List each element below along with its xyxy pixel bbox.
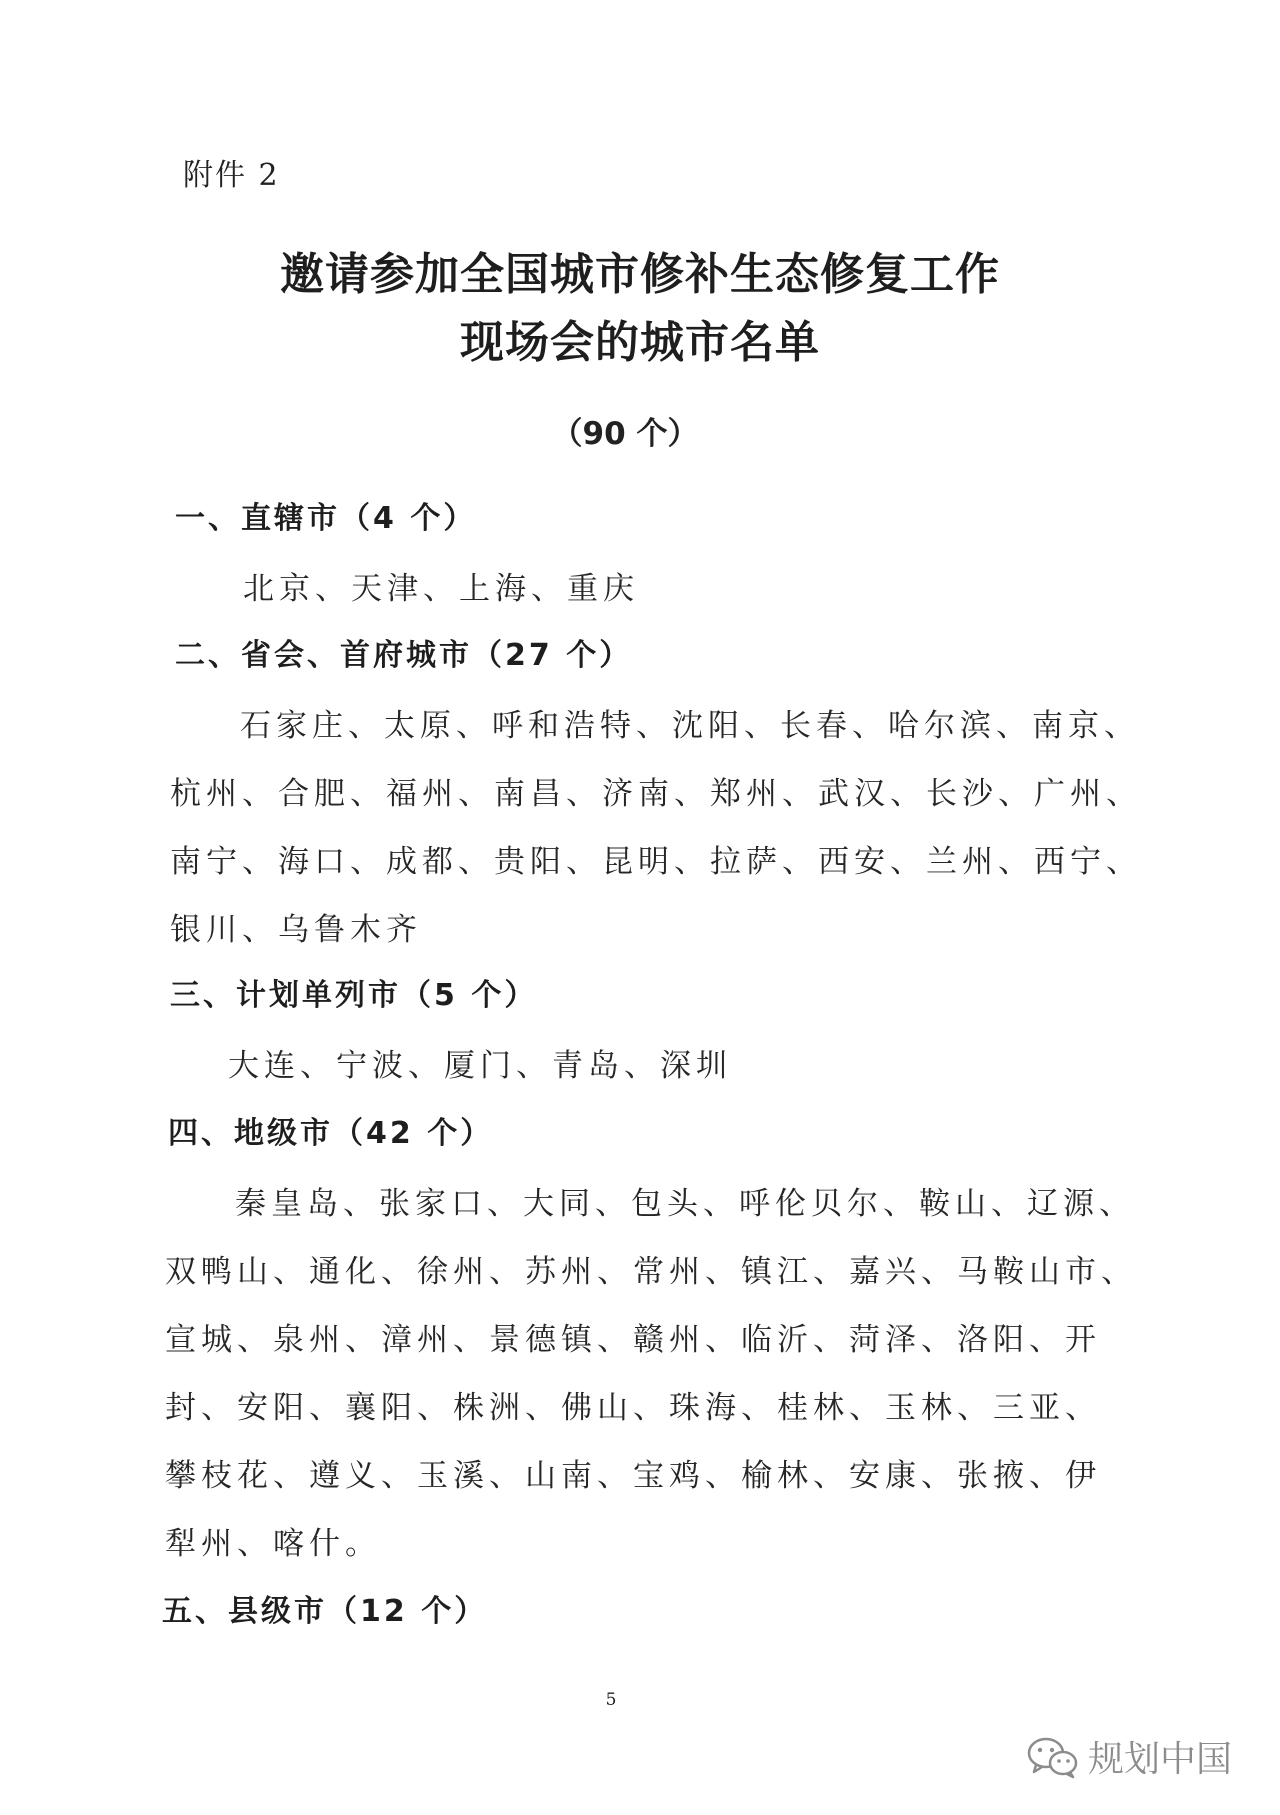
section-line: 杭州、合肥、福州、南昌、济南、郑州、武汉、长沙、广州、 xyxy=(170,776,1142,812)
section-line: 银川、乌鲁木齐 xyxy=(170,912,422,948)
watermark-text: 规划中国 xyxy=(1087,1739,1232,1780)
document-title-line2: 现场会的城市名单 xyxy=(460,317,820,368)
section-line: 南宁、海口、成都、贵阳、昆明、拉萨、西安、兰州、西宁、 xyxy=(170,844,1142,880)
section-heading-prefecture-cities: 四、地级市（42 个） xyxy=(168,1116,494,1151)
watermark xyxy=(1026,1731,1232,1782)
total-count: （90 个） xyxy=(551,416,699,452)
section-line: 封、安阳、襄阳、株洲、佛山、珠海、桂林、玉林、三亚、 xyxy=(165,1390,1101,1426)
wechat-icon xyxy=(1026,1735,1080,1779)
section-heading-provincial-capitals: 二、省会、首府城市（27 个） xyxy=(175,638,633,673)
section-line: 石家庄、太原、呼和浩特、沈阳、长春、哈尔滨、南京、 xyxy=(240,708,1140,744)
section-line: 双鸭山、通化、徐州、苏州、常州、镇江、嘉兴、马鞍山市、 xyxy=(165,1254,1137,1290)
section-line: 大连、宁波、厦门、青岛、深圳 xyxy=(228,1048,732,1084)
section-line: 北京、天津、上海、重庆 xyxy=(243,571,639,607)
page-number: 5 xyxy=(605,1690,617,1710)
section-line: 攀枝花、遵义、玉溪、山南、宝鸡、榆林、安康、张掖、伊 xyxy=(165,1458,1101,1494)
section-line: 犁州、喀什。 xyxy=(165,1526,381,1562)
section-heading-municipalities: 一、直辖市（4 个） xyxy=(175,501,477,536)
document-title-line1: 邀请参加全国城市修补生态修复工作 xyxy=(280,249,1000,300)
section-line: 秦皇岛、张家口、大同、包头、呼伦贝尔、鞍山、辽源、 xyxy=(235,1186,1135,1222)
section-heading-county-cities: 五、县级市（12 个） xyxy=(162,1594,488,1629)
attachment-label: 附件 2 xyxy=(183,158,280,193)
section-heading-separately-listed-cities: 三、计划单列市（5 个） xyxy=(170,978,538,1013)
section-line: 宣城、泉州、漳州、景德镇、赣州、临沂、菏泽、洛阳、开 xyxy=(165,1322,1101,1358)
